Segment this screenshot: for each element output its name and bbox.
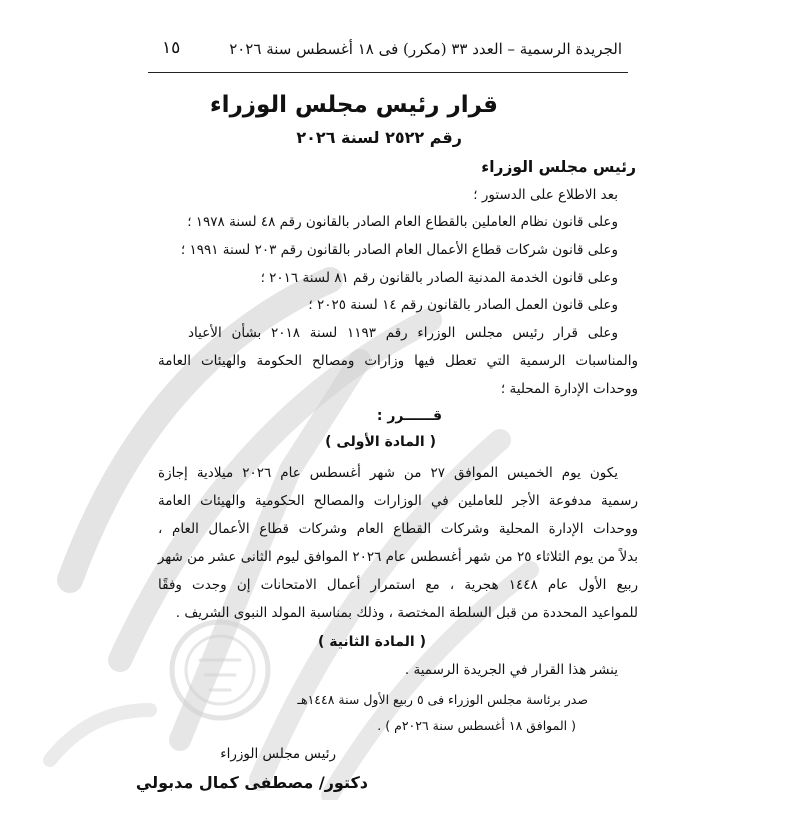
corresponding-date-line: ( الموافق ١٨ أغسطس سنة ٢٠٢٦م ) . — [377, 718, 576, 733]
article-1-heading: ( المادة الأولى ) — [325, 434, 436, 450]
article-2-heading: ( المادة الثانية ) — [317, 634, 426, 650]
issued-date-line: صدر برئاسة مجلس الوزراء فى ٥ ربيع الأول سنة ١٤٤٨هـ — [297, 692, 588, 707]
gazette-issue-title: الجريدة الرسمية – العدد ٣٣ (مكرر) فى ١٨ أغسطس سنة ٢٠٢٦ — [229, 40, 622, 58]
watermark-stamp — [30, 240, 550, 800]
preamble-line-5: وعلى قانون العمل الصادر بالقانون رقم ١٤ لسنة ٢٠٢٥ ؛ — [308, 297, 618, 313]
signatory-title: رئيس مجلس الوزراء — [220, 746, 336, 762]
article-1-line-5: ربيع الأول عام ١٤٤٨ هجرية ، مع استمرار أعمال الامتحانات إن وجدت وفقًا — [158, 577, 638, 593]
page-number: ١٥ — [162, 38, 181, 58]
article-1-line-6: للمواعيد المحددة من قبل السلطة المختصة ، وذلك بمناسبة المولد النبوى الشريف . — [175, 605, 638, 621]
decided-heading: قــــــرر : — [376, 408, 442, 424]
article-1-line-1: يكون يوم الخميس الموافق ٢٧ من شهر أغسطس عام ٢٠٢٦ ميلادية إجازة — [158, 465, 618, 481]
decree-number: رقم ٢٥٢٢ لسنة ٢٠٢٦ — [296, 128, 462, 147]
preamble-line-3: وعلى قانون شركات قطاع الأعمال العام الصادر بالقانون رقم ٢٠٣ لسنة ١٩٩١ ؛ — [180, 242, 618, 258]
article-1-line-4: بدلاً من يوم الثلاثاء ٢٥ من شهر أغسطس عام ٢٠٢٦ الموافق ليوم الثانى عشر من شهر — [157, 549, 638, 565]
preamble-line-2: وعلى قانون نظام العاملين بالقطاع العام الصادر بالقانون رقم ٤٨ لسنة ١٩٧٨ ؛ — [187, 214, 618, 230]
preamble-line-7: والمناسبات الرسمية التي تعطل فيها وزارات ومصالح الحكومة والهيئات العامة — [158, 353, 638, 369]
signatory-name: دكتور/ مصطفى كمال مدبولي — [135, 773, 368, 792]
preamble-line-6: وعلى قرار رئيس مجلس الوزراء رقم ١١٩٣ لسنة ٢٠١٨ بشأن الأعياد — [188, 325, 618, 341]
decree-issuer: رئيس مجلس الوزراء — [481, 158, 636, 176]
decree-title: قرار رئيس مجلس الوزراء — [209, 92, 498, 118]
preamble-line-1: بعد الاطلاع على الدستور ؛ — [473, 187, 618, 203]
page-header — [150, 34, 622, 64]
article-2-text: ينشر هذا القرار في الجريدة الرسمية . — [404, 662, 618, 678]
preamble-line-8: ووحدات الإدارة المحلية ؛ — [500, 381, 638, 397]
article-1-line-2: رسمية مدفوعة الأجر للعاملين في الوزارات والمصالح الحكومية والهيئات العامة — [158, 493, 638, 509]
preamble-line-4: وعلى قانون الخدمة المدنية الصادر بالقانون رقم ٨١ لسنة ٢٠١٦ ؛ — [260, 270, 618, 286]
article-1-line-3: ووحدات الإدارة المحلية وشركات القطاع العام وشركات قطاع الأعمال العام ، — [158, 521, 638, 537]
header-divider — [148, 72, 628, 73]
